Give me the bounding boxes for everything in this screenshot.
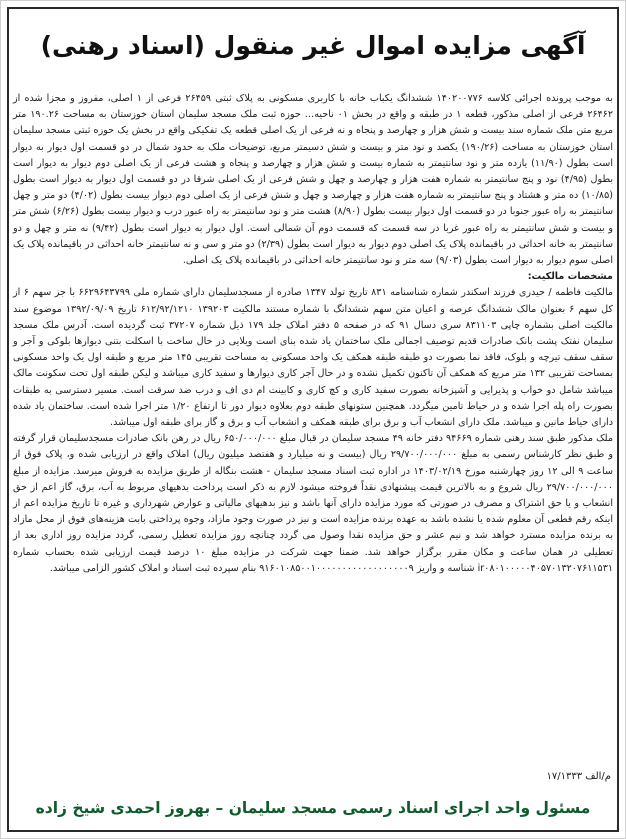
notice-reference-code: م/الف ۱۷/۱۳۳۳ (546, 771, 611, 782)
ownership-section-heading: مشخصات مالکیت: (527, 271, 613, 283)
signature-footer: مسئول واحد اجرای اسناد رسمی مسجد سلیمان – بهروز احمدی شیخ زاده (35, 799, 591, 817)
property-description-paragraph: به موجب پرونده اجرائی کلاسه ۱۴۰۲۰۰۷۷۶ ششدانگ یکباب خانه با کاربری مسکونی به پلاک ثبتی ۲۶۴۵۹ فرعی از ۱ اصلی، مفروز و مجزا شده از ۲۶۴۶۲ فرعی از اصلی مذکور، قطعه ۱ در طبقه و واقع در بخش ۰۱ ناحیه… حوزه ثبت ملک مسجد سلیمان استان خوزستان به مساحت ۱۹۰.۲۶ متر مربع متن ملک شماره سند بیست و شش هزار و چهارصد و پنجاه و نه فرعی از یک اصلی قطعه یک تفکیکی واقع در بخش یک حوزه ثبتی مسجد سلیمان استان خوزستان به مساحت (۱۹۰/۲۶) یکصد و نود متر و بیست و شش دسیمتر مربع، توضیحات ملک به حدود شمال در دو قسمت اول دیوار به دیوار است بطول (۱۱/۹۰) یازده متر و نود سانتیمتر به شماره بیست و شش هزار و چهارصد و پنجاه و هشت فرعی از یک اصلی دوم دیوار به دیوار است بطول (۴/۹۵) نود و پنج سانتیمتر به شماره هفت هزار و چهارصد و چهل و شش فرعی از یک اصلی شرقا در دو قسمت اول دیوار به دیوار است بطول (۱۰/۸۵) ده متر و هشتاد و پنج سانتیمتر به شماره هفت هزار و چهارصد و چهل و شش فرعی از یک اصلی دوم دیوار بیست بطول (۴/۰۲) دو متر و چهل سانتیمتر به راه عبور جنوبا در دو قسمت اول دیوار بیست بطول (۸/۹۰) هشت متر و نود سانتیمتر به راه عبور درب و دیوار بیست بطول (۶/۲۶) شش متر و بیست و شش سانتیمتر به راه عبور غربا در سه قسمت که قسمت دوم آن شمالی است. اول دیوار به دیوار است بطول (۹/۴۲) نه متر و چهل و دو سانتیمتر به خانه احداثی در باقیمانده پلاک یک اصلی دوم دیوار به دیوار است بطول (۲/۳۹) دو متر و سی و نه سانتیمتر خانه احداثی در باقیمانده پلاک یک اصلی سوم دیوار به دیوار است بطول (۹/۰۳) سه متر و نود سانتیمتر خانه احداثی در باقیمانده پلاک یک اصلی. (13, 93, 613, 267)
notice-body (13, 91, 613, 577)
notice-title: آگهی مزایده اموال غیر منقول (اسناد رهنی) (40, 31, 586, 60)
auction-terms-paragraph: ملک مذکور طبق سند رهنی شماره ۹۴۶۶۹ دفتر خانه ۴۹ مسجد سلیمان در قبال مبلغ ۶۵۰/۰۰۰/۰۰۰ ریال در رهن بانک صادرات مسجدسلیمان قرار گرفته و طبق نظر کارشناس رسمی به مبلغ ۲۹/۷۰۰/۰۰۰/۰۰۰ ریال (بیست و نه میلیارد و هفتصد میلیون ریال) املاک واقع در ارزیابی شده و، پلاک فوق از ساعت ۹ الی ۱۲ روز چهارشنبه مورخ ۱۴۰۳/۰۲/۱۹ در اداره ثبت اسناد مسجد سلیمان - هشت بنگاله از طریق مزایده به فروش میرسد. مزایده از مبلغ ۲۹/۷۰۰/۰۰۰/۰۰۰ ریال شروع و به بالاترین قیمت پیشنهادی نقداً فروخته میشود لازم به ذکر است پرداخت بدهیهای مربوط به آب، برق، گاز اعم از حق انشعاب و یا حق اشتراک و مصرف در صورتی که مورد مزایده دارای آنها باشد و نیز بدهیهای مالیاتی و عوارض شهرداری و غیره تا تاریخ مزایده اعم از اینکه رقم قطعی آن معلوم شده یا نشده باشد به عهده برنده مزایده است و نیز در صورت وجود مازاد، وجوه پرداختی بابت هزینه‌های فوق از محل مازاد به برنده مزایده مسترد خواهد شد و نیم عشر و حق مزایده نقدا وصول می گردد چنانچه روز مزایده تعطیل رسمی، گردد مزایده روز اداری بعد از تعطیلی در همان ساعت و مکان مقرر برگزار خواهد شد. ضمنا جهت شرکت در مزایده مبلغ ۱۰ درصد قیمت ارزیابی شده بحساب شماره ir۰۸۰۱۰۰۰۰۰۴۰۵۷۰۱۳۲۰۷۶۱۱۵۳۱ شناسه و واریز ۹۱۶۰۱۰۸۵۰۰۱۰۰۰۰۰۰۰۰۰۰۰۰۰۰۰۰۰۰۹ بنام سپرده ثبت اسناد و املاک کشور الزامی میباشد. (13, 433, 614, 574)
ownership-details-paragraph: مالکیت فاطمه / حیدری فرزند اسکندر شماره شناسنامه ۸۳۱ تاریخ تولد ۱۳۴۷ صادره از مسجدسلیمان دارای شماره ملی ۶۶۲۹۶۴۳۷۹۹ با جز سهم ۶ از کل سهم ۶ بعنوان مالک ششدانگ عرصه و اعیان متن سهم ششدانگ با شماره مستند مالکیت ۱۳۹۲۰۳ ۶۱۲/۹۲/۱۲۱۰ تاریخ ۱۳۹۲/۰۹/۰۹ موضوع سند مالکیت اصلی بشماره چاپی ۸۳۱۱۰۳ سری دسال ۹۱ که در صفحه ۵ دفتر املاک جلد ۱۷۹ ذیل شماره ۳۷۲۰۷ ثبت گردیده است. آدرس ملک مسجد سلیمان نفتک پشت بانک صادرات قدیم توصیف اجمالی ملک ساختمان یاد شده بنای است ویلایی در حال ساخت با اسکلت بتنی دیوارها بلوکی و آجر و سقف سقف تیرچه و بلوک، فاقد نما بصورت دو طبقه طبقه همکف یک واحد مسکونی به مساحت تقریبی ۱۴۵ متر مربع و طبقه اول یک واحد مسکونی بمساحت تقریبی ۱۳۲ متر مربع که همکف آن تاکنون تکمیل نشده و در حال آجر کاری دیوارها و سفید کاری میباشد و لیکن طبقه اول تحت سکونت مالک میباشد شامل دو خواب و پذیرایی و آشپزخانه بصورت سفید کاری و کچ کاری و کابینت ام دی اف و درب ضد سرقت است. مسیر دسترسی به طبقات بصورت راه پله اجرا شده و در حیاط تامین میگردد. همچنین ستونهای طبقه دوم بعلاوه دیوار دور تا ارتفاع ۱/۲۰ متر اجرا شده است. ساختمان یاد شده دارای حیاط مانین و میباشد. ملک دارای انشعاب آب و برق برای طبقه همکف و انشعاب آب و برق و گاز برای طبقه اول میباشد. (13, 287, 614, 429)
